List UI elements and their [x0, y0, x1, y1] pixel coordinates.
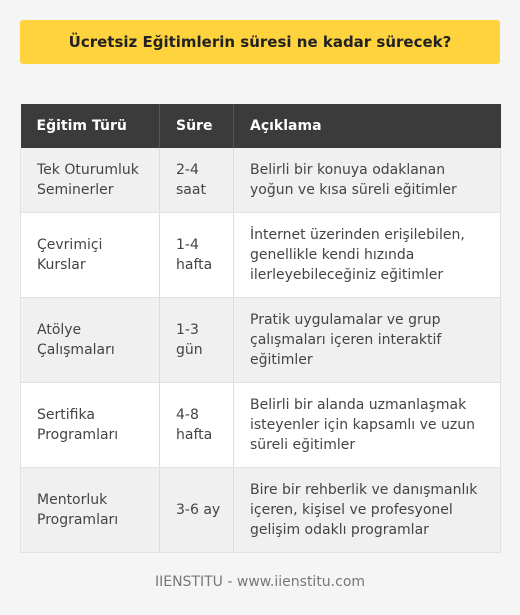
cell-duration: 1-3 gün: [160, 298, 234, 383]
cell-training-type: Mentorluk Programları: [21, 468, 160, 553]
footer-credit: IIENSTITU - www.iienstitu.com: [154, 574, 366, 590]
cell-training-type: Atölye Çalışmaları: [21, 298, 160, 383]
cell-duration: 4-8 hafta: [160, 383, 234, 468]
cell-duration: 3-6 ay: [160, 468, 234, 553]
table-row: [21, 213, 501, 298]
title-banner: [20, 20, 500, 64]
header-description: Açıklama: [234, 104, 501, 148]
cell-description: Bire bir rehberlik ve danışmanlık içeren, kişisel ve profesyonel gelişim odaklı programlar: [234, 468, 501, 553]
table-row: [21, 468, 501, 553]
table-header-row: [21, 104, 501, 148]
cell-training-type: Tek Oturumluk Seminerler: [21, 148, 160, 213]
cell-training-type: Sertifika Programları: [21, 383, 160, 468]
cell-duration: 1-4 hafta: [160, 213, 234, 298]
header-duration: Süre: [160, 104, 234, 148]
cell-training-type: Çevrimiçi Kurslar: [21, 213, 160, 298]
cell-description: Belirli bir alanda uzmanlaşmak isteyenler için kapsamlı ve uzun süreli eğitimler: [234, 383, 501, 468]
table-row: [21, 298, 501, 383]
header-training-type: Eğitim Türü: [21, 104, 160, 148]
training-duration-table: [20, 104, 501, 553]
cell-description: Belirli bir konuya odaklanan yoğun ve kısa süreli eğitimler: [234, 148, 501, 213]
cell-duration: 2-4 saat: [160, 148, 234, 213]
cell-description: İnternet üzerinden erişilebilen, genellikle kendi hızında ilerleyebileceğiniz eğitimler: [234, 213, 501, 298]
page-title: Ücretsiz Eğitimlerin süresi ne kadar sürecek?: [68, 33, 452, 51]
cell-description: Pratik uygulamalar ve grup çalışmaları içeren interaktif eğitimler: [234, 298, 501, 383]
table-row: [21, 383, 501, 468]
table-row: [21, 148, 501, 213]
